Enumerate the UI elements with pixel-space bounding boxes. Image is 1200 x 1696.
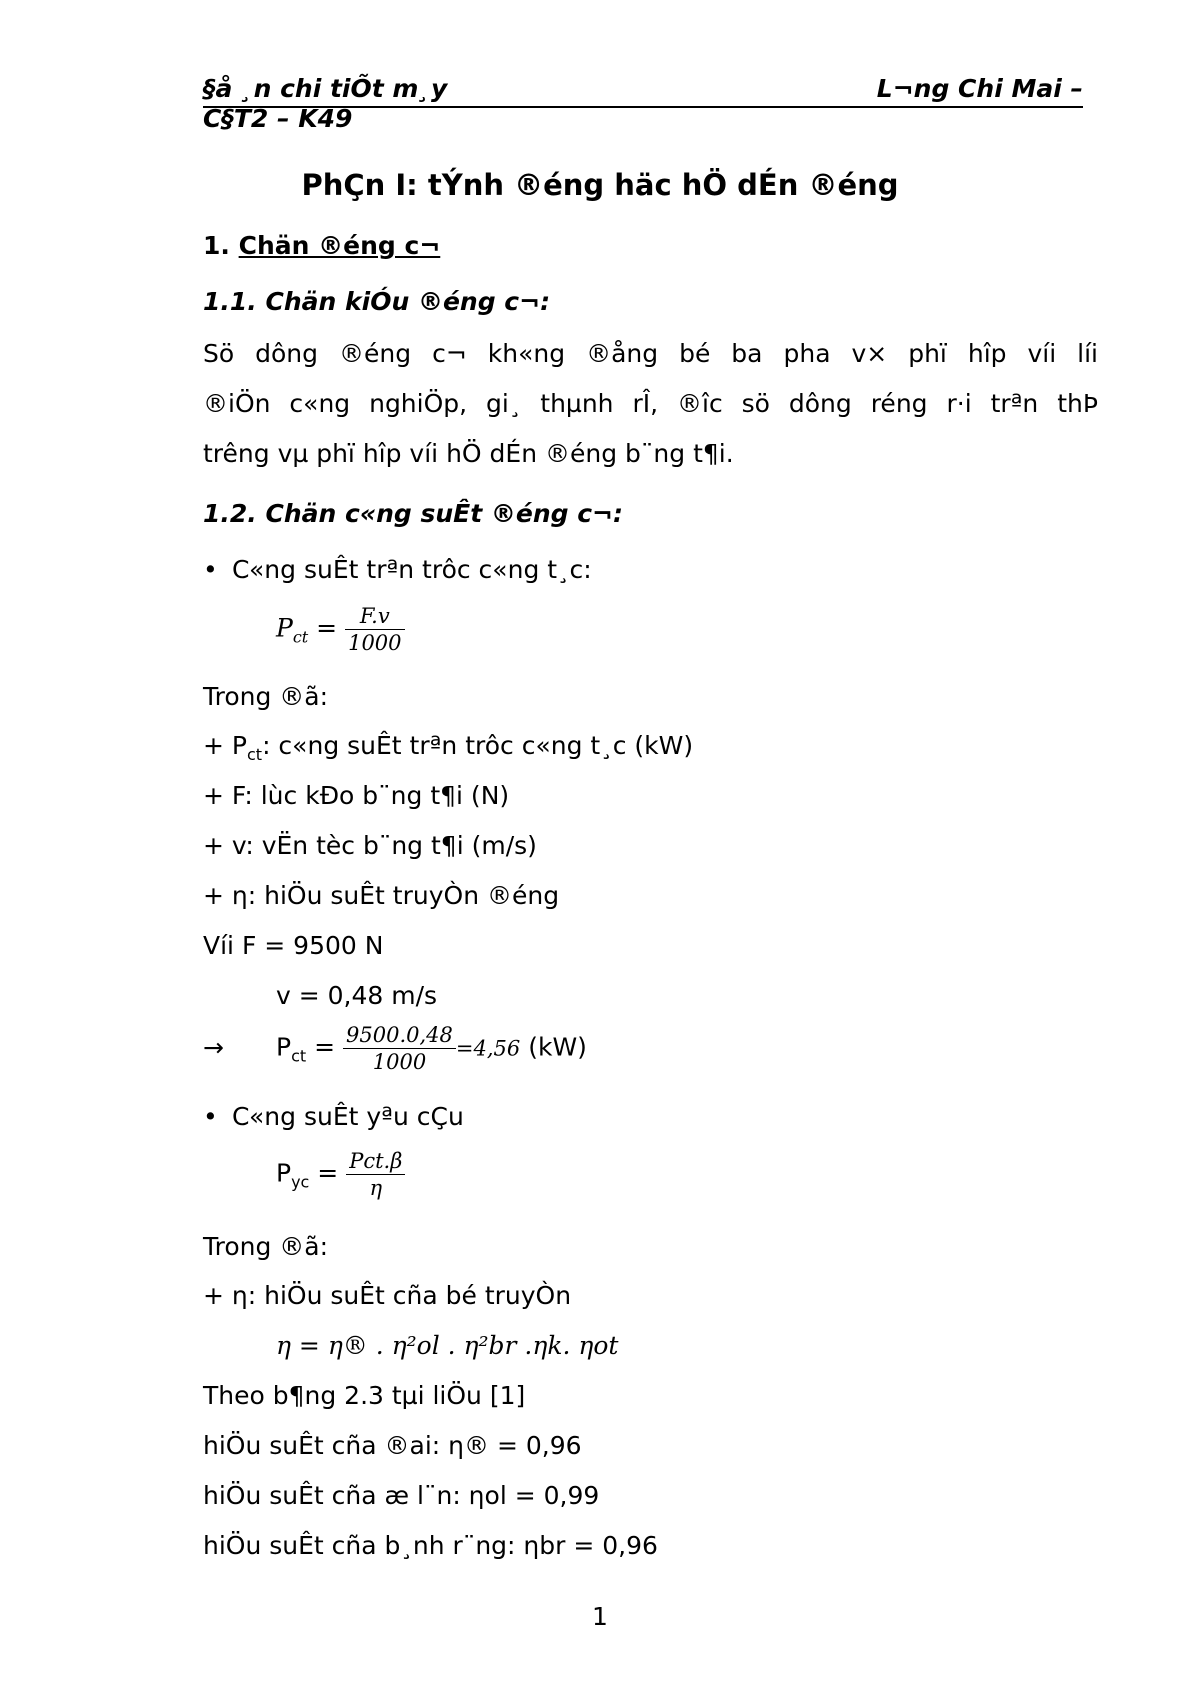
definition-text: : lùc kÐo b¨ng t¶i (N) (244, 781, 510, 810)
arrow-icon: → (203, 1032, 224, 1062)
fraction-numerator: 9500.0,48 (343, 1022, 456, 1049)
formula-pct (276, 603, 405, 656)
symbol: P (231, 731, 247, 760)
bullet-item-2 (203, 1100, 464, 1134)
fraction-denominator: 1000 (348, 631, 402, 655)
fraction-fv-1000 (345, 603, 404, 656)
paragraph-line-2: ®iÖn c«ng nghiÖp, gi¸ thµnh rÎ, ®îc sö dông réng r·i trªn thÞ (203, 389, 1098, 418)
bullet-icon: • (203, 1102, 218, 1131)
formula-pyc-sub: yc (291, 1172, 310, 1192)
symbol: η (231, 881, 248, 910)
section-1-2-heading: 1.2. Chän c«ng suÊt ®éng c¬: (203, 499, 623, 528)
header-right: L¬ng Chi Mai – (876, 74, 1083, 103)
definition-text: : c«ng suÊt trªn trôc c«ng t¸c (kW) (262, 731, 694, 760)
definition-text: : vËn tèc b¨ng t¶i (m/s) (245, 831, 537, 860)
section-1-title: Chän ®éng c¬ (238, 231, 441, 260)
section-1-number: 1. (203, 231, 230, 260)
formula-pct-eq: = (316, 613, 338, 643)
formula-pyc-lhs: P (276, 1158, 292, 1188)
bullet-icon: • (203, 555, 218, 584)
efficiency-bearing: hiÖu suÊt cña æ l¨n: ηol = 0,99 (203, 1481, 600, 1510)
trong-do-1: Trong ®ã: (203, 682, 329, 711)
fraction-denominator: 1000 (372, 1050, 427, 1074)
fraction-numerator: Pct.β (346, 1148, 405, 1175)
section-1-heading (203, 229, 440, 263)
calc-unit: (kW) (528, 1032, 587, 1062)
eta-definition: + η: hiÖu suÊt cña bé truyÒn (203, 1281, 572, 1310)
symbol-sub: ct (246, 745, 263, 764)
formula-pyc (276, 1148, 405, 1201)
definition-eta (203, 879, 559, 913)
given-velocity: v = 0,48 m/s (276, 981, 438, 1010)
paragraph-line-3: trêng vµ phï hîp víi hÖ dÉn ®éng b¨ng t¶i. (203, 439, 734, 468)
definition-f (203, 779, 509, 813)
fraction-denominator: η (369, 1176, 383, 1200)
definition-pct (203, 729, 693, 772)
fraction-pct-beta-eta (346, 1148, 405, 1201)
calc-eq: = (314, 1032, 336, 1062)
calc-result: =4,56 (455, 1036, 521, 1061)
formula-pyc-eq: = (317, 1158, 339, 1188)
plus-sign: + (203, 731, 232, 760)
bullet-item-1 (203, 553, 592, 587)
formula-pct-lhs: P (276, 613, 293, 643)
efficiency-belt: hiÖu suÊt cña ®ai: η® = 0,96 (203, 1431, 582, 1460)
running-header (203, 72, 1083, 108)
calc-lhs: P (276, 1032, 292, 1062)
plus-sign: + (203, 781, 232, 810)
page-number: 1 (592, 1602, 608, 1631)
symbol: v (231, 831, 246, 860)
paragraph-line-1: Sö dông ®éng c¬ kh«ng ®ång bé ba pha v× phï hîp víi líi (203, 339, 1098, 368)
trong-do-2: Trong ®ã: (203, 1232, 329, 1261)
header-second-line: C§T2 – K49 (203, 104, 353, 133)
section-1-1-heading: 1.1. Chän kiÓu ®éng c¬: (203, 287, 551, 316)
formula-pct-sub: ct (292, 627, 309, 647)
table-reference: Theo b¶ng 2.3 tµi liÖu [1] (203, 1381, 526, 1410)
header-left: §å ¸n chi tiÕt m¸y (203, 74, 448, 103)
plus-sign: + (203, 881, 232, 910)
symbol: F (231, 781, 245, 810)
chapter-title: PhÇn I: tÝnh ®éng häc hÖ dÉn ®éng (301, 168, 899, 202)
efficiency-gear: hiÖu suÊt cña b¸nh r¨ng: ηbr = 0,96 (203, 1531, 658, 1560)
eta-product-formula: η = η® . η²ol . η²br .ηk. ηot (276, 1331, 619, 1360)
bullet-item-2-text: C«ng suÊt yªu cÇu (232, 1102, 464, 1131)
calc-sub: ct (291, 1046, 307, 1066)
bullet-item-1-text: C«ng suÊt trªn trôc c«ng t¸c: (232, 555, 592, 584)
definition-v (203, 829, 537, 863)
definition-text: : hiÖu suÊt truyÒn ®éng (247, 881, 560, 910)
given-force: Víi F = 9500 N (203, 931, 384, 960)
calc-pct (203, 1022, 587, 1075)
fraction-numerator: F.v (345, 603, 404, 630)
plus-sign: + (203, 831, 232, 860)
fraction-9500-1000 (343, 1022, 456, 1075)
